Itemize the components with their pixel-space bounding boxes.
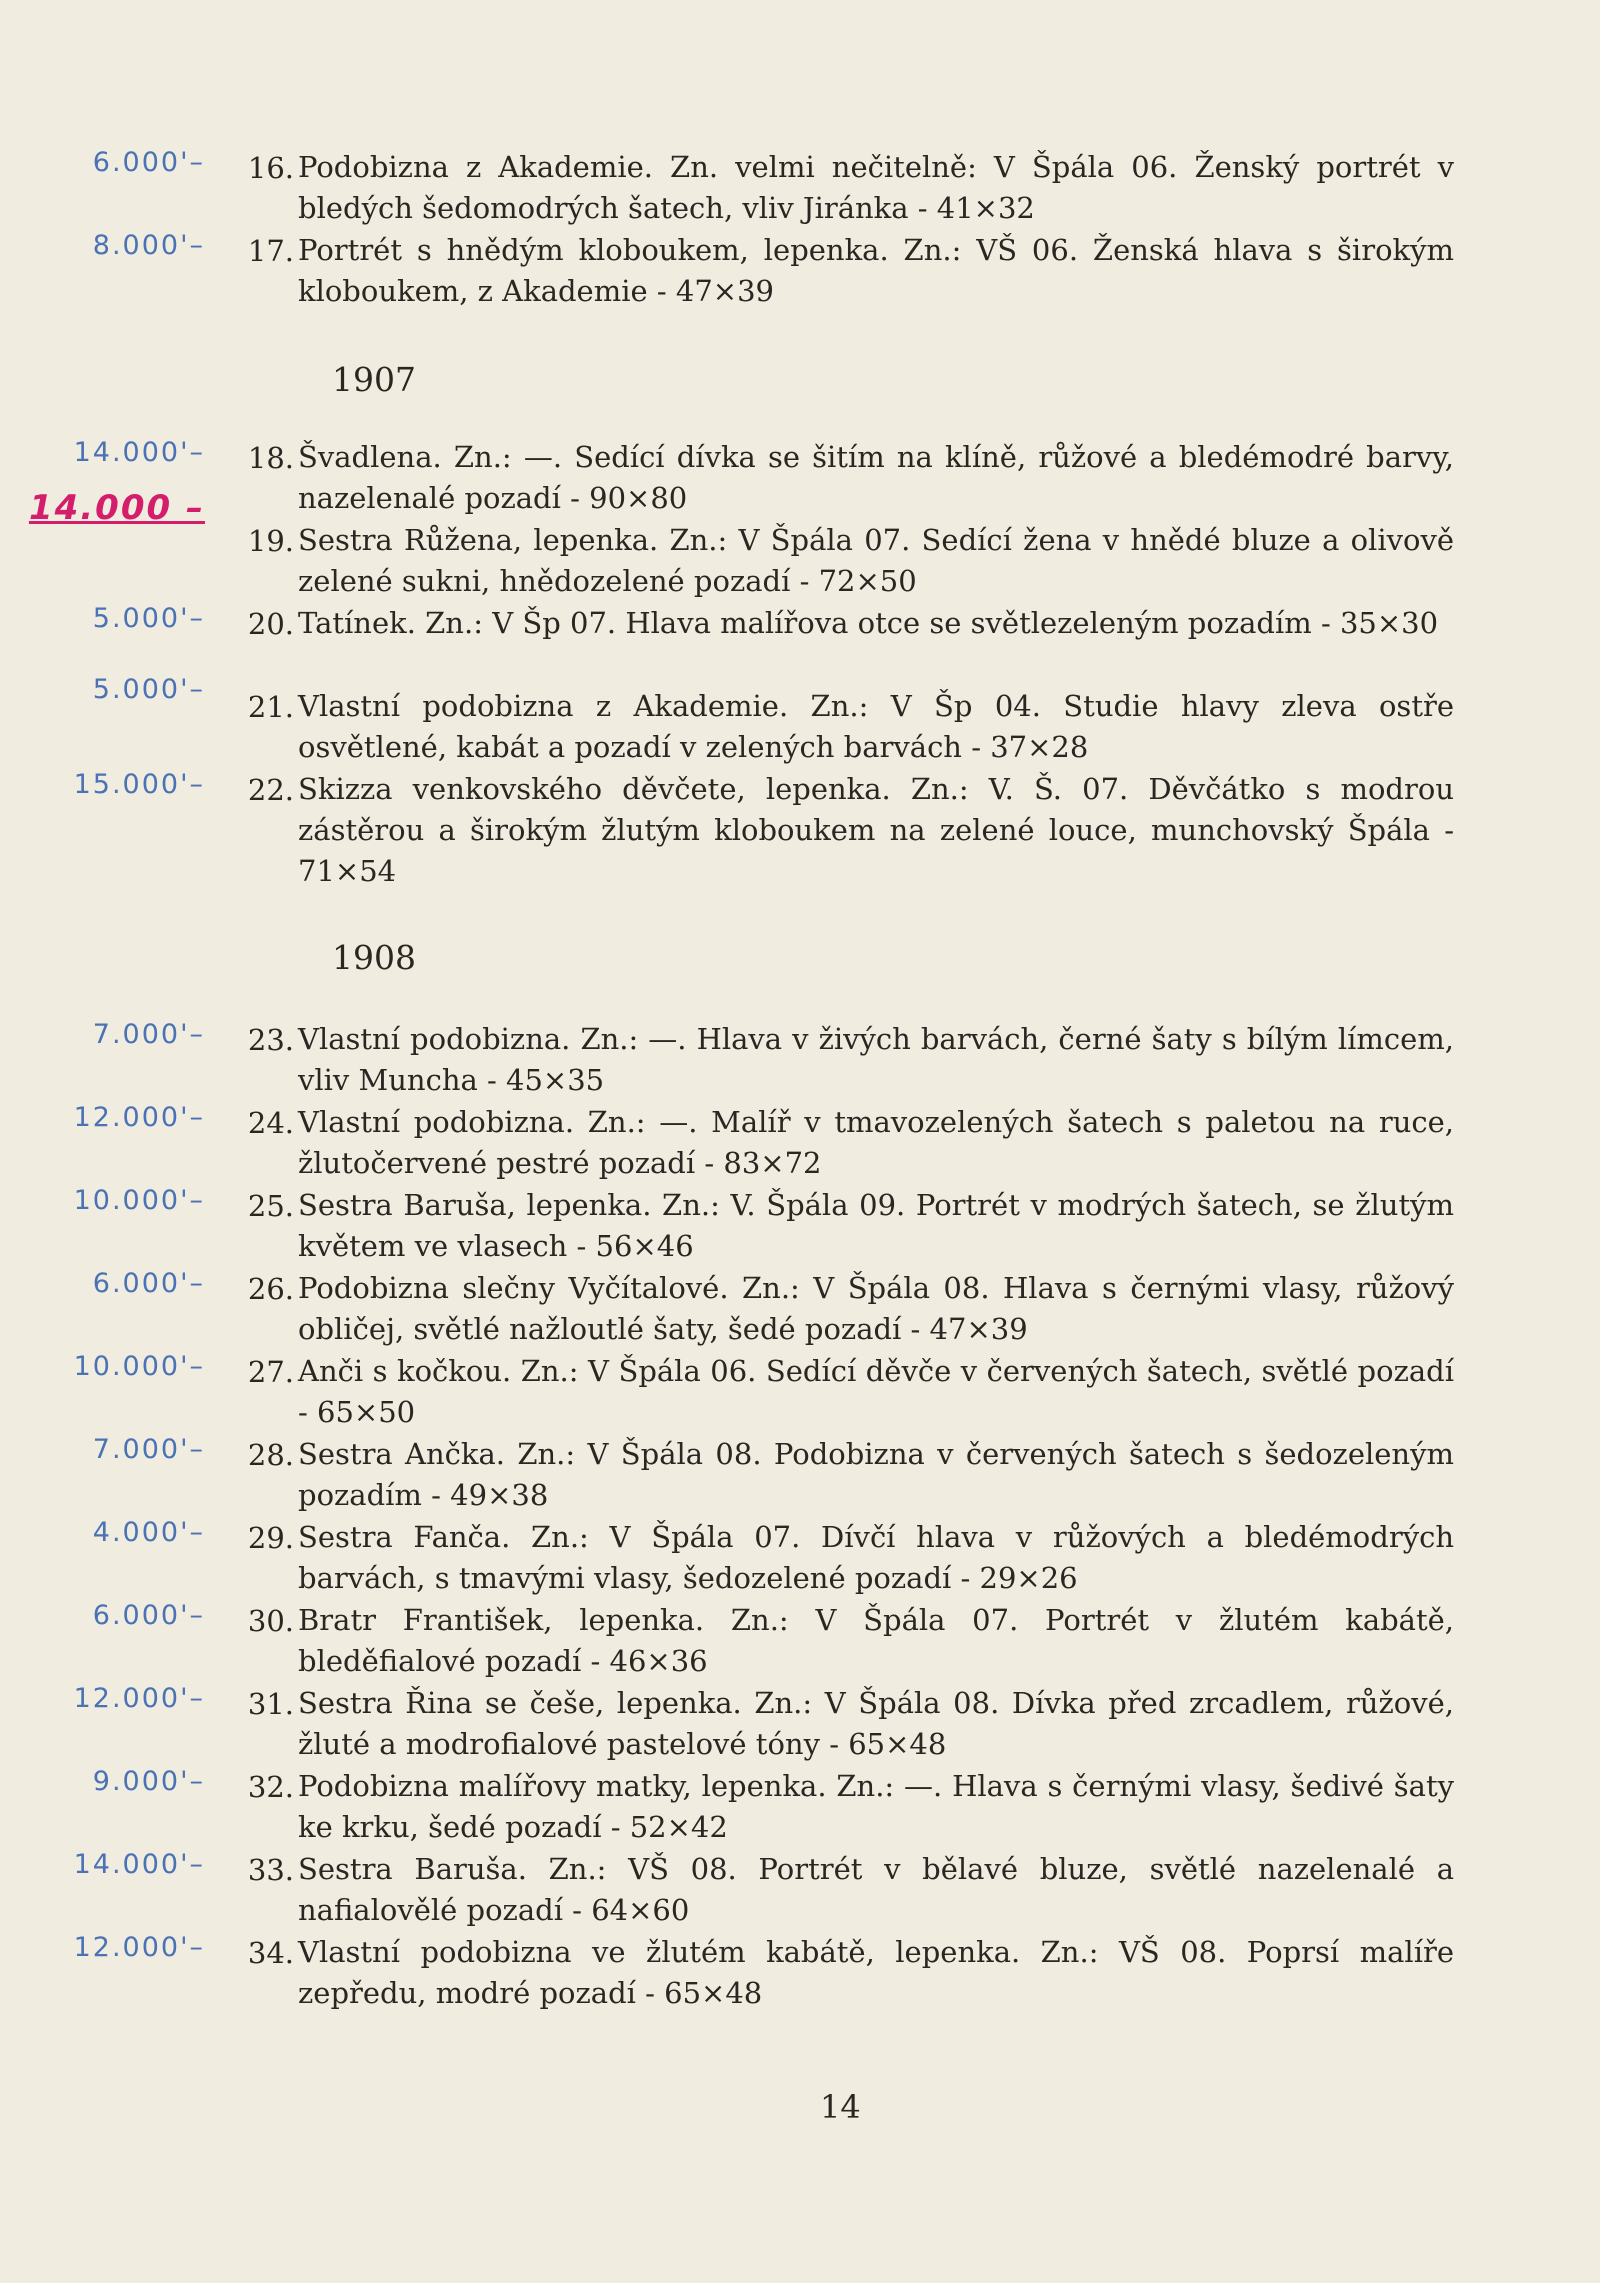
- price-note: 12.000'–: [73, 1102, 205, 1133]
- entry-text: Anči s kočkou. Zn.: V Špála 06. Sedící děvče v červených šatech, světlé pozadí - 65×50: [298, 1354, 1454, 1429]
- price-note-highlighted: 14.000 –: [28, 488, 205, 528]
- entry-text: Sestra Ančka. Zn.: V Špála 08. Podobizna v červených šatech s šedozeleným pozadím - 49×38: [298, 1437, 1454, 1512]
- entry-number: 28.: [247, 1438, 294, 1472]
- price-note: 5.000'–: [92, 674, 205, 705]
- entry-number: 31.: [247, 1687, 294, 1721]
- price-note: 14.000'–: [73, 437, 205, 468]
- price-note: 5.000'–: [92, 603, 205, 634]
- price-note: 12.000'–: [73, 1683, 205, 1714]
- page-number: 14: [820, 2088, 861, 2126]
- price-note: 8.000'–: [92, 230, 205, 261]
- entry-number: 17.: [247, 234, 294, 268]
- entry-text: Sestra Baruša. Zn.: VŠ 08. Portrét v bělavé bluze, světlé nazelenalé a nafialovělé pozadí - 64×60: [298, 1852, 1454, 1927]
- price-note: 12.000'–: [73, 1932, 205, 1963]
- price-note: 9.000'–: [92, 1766, 205, 1797]
- entry-text: Vlastní podobizna ve žlutém kabátě, lepenka. Zn.: VŠ 08. Poprsí malíře zepředu, modré pozadí - 65×48: [298, 1935, 1454, 2010]
- entry-text: Podobizna z Akademie. Zn. velmi nečitelně: V Špála 06. Ženský portrét v bledých šedomodrých šatech, vliv Jiránka - 41×32: [298, 150, 1454, 225]
- entry-number: 27.: [247, 1355, 294, 1389]
- price-note: 14.000'–: [73, 1849, 205, 1880]
- entry-text: Vlastní podobizna z Akademie. Zn.: V Šp 04. Studie hlavy zleva ostře osvětlené, kabát a pozadí v zelených barvách - 37×28: [298, 689, 1454, 764]
- price-note: 6.000'–: [92, 1600, 205, 1631]
- entry-number: 23.: [247, 1023, 294, 1057]
- entry-number: 19.: [247, 524, 294, 558]
- entry-number: 32.: [247, 1770, 294, 1804]
- entry-number: 29.: [247, 1521, 294, 1555]
- entry-text: Portrét s hnědým kloboukem, lepenka. Zn.: VŠ 06. Ženská hlava s širokým kloboukem, z Akademie - 47×39: [298, 233, 1454, 308]
- entry-number: 25.: [247, 1189, 294, 1223]
- price-note: 7.000'–: [92, 1019, 205, 1050]
- entry-number: 22.: [247, 773, 294, 807]
- entry-text: Vlastní podobizna. Zn.: —. Hlava v živých barvách, černé šaty s bílým límcem, vliv Muncha - 45×35: [298, 1022, 1454, 1097]
- entry-number: 33.: [247, 1853, 294, 1887]
- entry-number: 21.: [247, 690, 294, 724]
- entry-number: 18.: [247, 441, 294, 475]
- price-note: 4.000'–: [92, 1517, 205, 1548]
- entry-text: Vlastní podobizna. Zn.: —. Malíř v tmavozelených šatech s paletou na ruce, žlutočervené pestré pozadí - 83×72: [298, 1105, 1454, 1180]
- price-note: 10.000'–: [73, 1185, 205, 1216]
- year-heading-1908: 1908: [332, 938, 416, 977]
- entry-text: Bratr František, lepenka. Zn.: V Špála 07. Portrét v žlutém kabátě, bleděfialové pozadí - 46×36: [298, 1603, 1454, 1678]
- entry-text: Skizza venkovského děvčete, lepenka. Zn.: V. Š. 07. Děvčátko s modrou zástěrou a širokým žlutým kloboukem na zelené louce, munchovský Špála - 71×54: [298, 772, 1454, 888]
- entry-text: Sestra Baruša, lepenka. Zn.: V. Špála 09. Portrét v modrých šatech, se žlutým květem ve vlasech - 56×46: [298, 1188, 1454, 1263]
- entry-text: Tatínek. Zn.: V Šp 07. Hlava malířova otce se světlezeleným pozadím - 35×30: [298, 606, 1439, 640]
- entry-text: Sestra Fanča. Zn.: V Špála 07. Dívčí hlava v růžových a bledémodrých barvách, s tmavými vlasy, šedozelené pozadí - 29×26: [298, 1520, 1454, 1595]
- entry-text: Podobizna slečny Vyčítalové. Zn.: V Špála 08. Hlava s černými vlasy, růžový obličej, světlé nažloutlé šaty, šedé pozadí - 47×39: [298, 1271, 1454, 1346]
- entry-number: 20.: [247, 607, 294, 641]
- entry-text: Švadlena. Zn.: —. Sedící dívka se šitím na klíně, růžové a bledémodré barvy, nazelenalé pozadí - 90×80: [298, 440, 1454, 515]
- price-note: 6.000'–: [92, 147, 205, 178]
- entry-number: 34.: [247, 1936, 294, 1970]
- year-heading-1907: 1907: [332, 360, 416, 399]
- price-note: 7.000'–: [92, 1434, 205, 1465]
- price-note: 6.000'–: [92, 1268, 205, 1299]
- price-note: 15.000'–: [73, 769, 205, 800]
- entry-number: 24.: [247, 1106, 294, 1140]
- entry-number: 26.: [247, 1272, 294, 1306]
- entry-text: Sestra Růžena, lepenka. Zn.: V Špála 07. Sedící žena v hnědé bluze a olivově zelené sukni, hnědozelené pozadí - 72×50: [298, 523, 1454, 598]
- entry-text: Sestra Řina se češe, lepenka. Zn.: V Špála 08. Dívka před zrcadlem, růžové, žluté a modrofialové pastelové tóny - 65×48: [298, 1686, 1454, 1761]
- entry-number: 30.: [247, 1604, 294, 1638]
- entry-text: Podobizna malířovy matky, lepenka. Zn.: —. Hlava s černými vlasy, šedivé šaty ke krku, šedé pozadí - 52×42: [298, 1769, 1454, 1844]
- price-note: 10.000'–: [73, 1351, 205, 1382]
- entry-number: 16.: [247, 151, 294, 185]
